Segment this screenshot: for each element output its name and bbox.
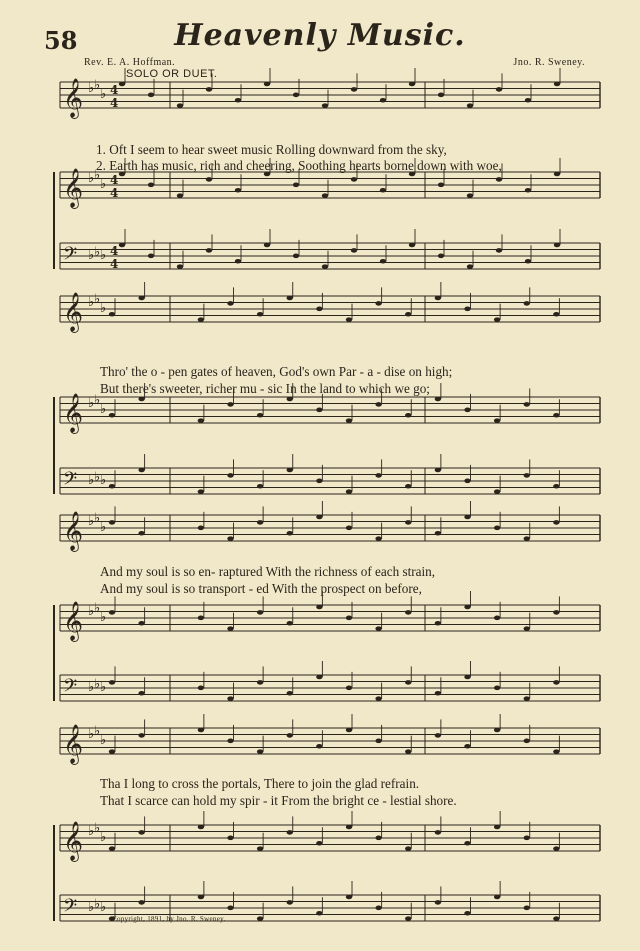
note-head: [524, 473, 530, 478]
flat-icon: ♭: [94, 724, 101, 739]
note-head: [257, 846, 263, 851]
note-head: [109, 520, 115, 525]
note-head: [464, 307, 470, 312]
note-head: [138, 733, 144, 738]
note-head: [464, 744, 470, 749]
note-head: [109, 846, 115, 851]
note-head: [435, 468, 441, 473]
note-head: [316, 841, 322, 846]
note-head: [346, 825, 352, 830]
note-head: [409, 243, 415, 248]
flat-icon: ♭: [88, 824, 95, 839]
flat-icon: ♭: [88, 171, 95, 186]
note-head: [464, 479, 470, 484]
note-head: [287, 531, 293, 536]
note-head: [467, 264, 473, 269]
note-head: [198, 616, 204, 621]
note-head: [435, 296, 441, 301]
note-head: [467, 193, 473, 198]
note-head: [435, 830, 441, 835]
treble-clef-icon: 𝄞: [63, 601, 84, 641]
note-head: [138, 900, 144, 905]
note-head: [177, 264, 183, 269]
note-head: [525, 259, 531, 264]
note-head: [494, 616, 500, 621]
note-head: [405, 312, 411, 317]
note-head: [494, 317, 500, 322]
note-head: [198, 895, 204, 900]
note-head: [438, 254, 444, 259]
flat-icon: ♭: [94, 897, 101, 912]
note-head: [553, 610, 559, 615]
note-head: [346, 616, 352, 621]
note-head: [227, 836, 233, 841]
note-head: [138, 296, 144, 301]
copyright-notice: Copyright, 1891, by Jno. R. Sweney.: [112, 915, 226, 923]
note-head: [524, 906, 530, 911]
note-head: [148, 93, 154, 98]
note-head: [525, 188, 531, 193]
note-head: [257, 680, 263, 685]
note-head: [148, 254, 154, 259]
note-head: [138, 691, 144, 696]
note-head: [494, 895, 500, 900]
note-head: [553, 916, 559, 921]
note-head: [375, 906, 381, 911]
time-signature-top: 4: [110, 83, 119, 97]
note-head: [375, 626, 381, 631]
flat-icon: ♭: [88, 900, 95, 915]
lyric-line: 1. Oft I seem to hear sweet music Rolling downward from the sky,: [96, 142, 447, 157]
note-head: [316, 605, 322, 610]
note-head: [293, 254, 299, 259]
note-head: [405, 749, 411, 754]
note-head: [109, 610, 115, 615]
note-head: [198, 526, 204, 531]
note-head: [257, 484, 263, 489]
note-head: [316, 307, 322, 312]
flat-icon: ♭: [100, 473, 107, 488]
flat-icon: ♭: [94, 677, 101, 692]
note-head: [206, 87, 212, 92]
note-head: [346, 728, 352, 733]
flat-icon: ♭: [94, 470, 101, 485]
note-head: [257, 312, 263, 317]
note-head: [227, 739, 233, 744]
note-head: [287, 691, 293, 696]
note-head: [496, 248, 502, 253]
note-head: [554, 82, 560, 87]
note-head: [198, 489, 204, 494]
flat-icon: ♭: [100, 733, 107, 748]
note-head: [322, 193, 328, 198]
flat-icon: ♭: [94, 511, 101, 526]
note-head: [264, 82, 270, 87]
note-head: [257, 413, 263, 418]
note-head: [198, 825, 204, 830]
note-head: [525, 98, 531, 103]
note-head: [198, 418, 204, 423]
note-head: [346, 526, 352, 531]
note-head: [553, 520, 559, 525]
flat-icon: ♭: [100, 87, 107, 102]
note-head: [494, 728, 500, 733]
note-head: [435, 621, 441, 626]
time-signature-bottom: 4: [110, 96, 119, 110]
note-head: [206, 177, 212, 182]
note-head: [496, 87, 502, 92]
note-head: [351, 248, 357, 253]
note-head: [322, 103, 328, 108]
note-head: [435, 397, 441, 402]
note-head: [435, 691, 441, 696]
note-head: [227, 402, 233, 407]
note-head: [524, 739, 530, 744]
note-head: [138, 468, 144, 473]
note-head: [198, 728, 204, 733]
lyric-line: And my soul is so transport - ed With the prospect on before,: [100, 581, 422, 596]
note-head: [494, 825, 500, 830]
hymn-title: Heavenly Music.: [174, 18, 466, 53]
note-head: [235, 259, 241, 264]
note-head: [494, 526, 500, 531]
note-head: [109, 749, 115, 754]
note-head: [524, 696, 530, 701]
note-head: [287, 397, 293, 402]
treble-clef-icon: 𝄞: [63, 511, 84, 551]
note-head: [257, 749, 263, 754]
note-head: [524, 536, 530, 541]
note-head: [227, 906, 233, 911]
note-head: [264, 243, 270, 248]
note-head: [346, 895, 352, 900]
note-head: [257, 610, 263, 615]
lyric-line: But there's sweeter, richer mu - sic In the land to which we go;: [100, 381, 430, 396]
note-head: [494, 418, 500, 423]
flat-icon: ♭: [100, 900, 107, 915]
note-head: [257, 916, 263, 921]
treble-clef-icon: 𝄞: [63, 821, 84, 861]
treble-clef-icon: 𝄞: [63, 724, 84, 764]
treble-clef-icon: 𝄞: [63, 168, 84, 208]
note-head: [198, 686, 204, 691]
note-head: [494, 686, 500, 691]
treble-clef-icon: 𝄞: [63, 292, 84, 332]
note-head: [405, 680, 411, 685]
note-head: [206, 248, 212, 253]
flat-icon: ♭: [100, 520, 107, 535]
time-signature-bottom: 4: [110, 257, 119, 271]
note-head: [109, 680, 115, 685]
flat-icon: ♭: [88, 81, 95, 96]
lyric-line: And my soul is so en- raptured With the richness of each strain,: [100, 564, 436, 579]
note-head: [405, 846, 411, 851]
note-head: [198, 317, 204, 322]
note-head: [553, 312, 559, 317]
note-head: [119, 243, 125, 248]
note-head: [554, 243, 560, 248]
note-head: [553, 846, 559, 851]
note-head: [524, 626, 530, 631]
note-head: [553, 413, 559, 418]
flat-icon: ♭: [88, 396, 95, 411]
note-head: [464, 911, 470, 916]
note-head: [287, 830, 293, 835]
bass-clef-icon: 𝄢: [63, 676, 78, 701]
note-head: [524, 402, 530, 407]
flat-icon: ♭: [88, 727, 95, 742]
note-head: [316, 408, 322, 413]
note-head: [235, 98, 241, 103]
note-head: [380, 259, 386, 264]
note-head: [293, 93, 299, 98]
note-head: [287, 296, 293, 301]
note-head: [375, 836, 381, 841]
note-head: [380, 188, 386, 193]
flat-icon: ♭: [100, 248, 107, 263]
note-head: [109, 312, 115, 317]
note-head: [287, 900, 293, 905]
flat-icon: ♭: [94, 821, 101, 836]
note-head: [553, 680, 559, 685]
note-head: [553, 484, 559, 489]
note-head: [375, 473, 381, 478]
note-head: [435, 900, 441, 905]
lyric-line: That I scarce can hold my spir - it From the bright ce - lestial shore.: [100, 793, 457, 808]
page-number: 58: [44, 26, 78, 55]
note-head: [235, 188, 241, 193]
note-head: [405, 916, 411, 921]
flat-icon: ♭: [100, 301, 107, 316]
flat-icon: ♭: [88, 473, 95, 488]
time-signature-top: 4: [110, 244, 119, 258]
note-head: [375, 696, 381, 701]
flat-icon: ♭: [94, 601, 101, 616]
treble-clef-icon: 𝄞: [63, 78, 84, 118]
note-head: [138, 397, 144, 402]
note-head: [375, 301, 381, 306]
flat-icon: ♭: [100, 830, 107, 845]
note-head: [464, 408, 470, 413]
flat-icon: ♭: [100, 680, 107, 695]
treble-clef-icon: 𝄞: [63, 393, 84, 433]
note-head: [316, 675, 322, 680]
lyric-line: 2. Earth has music, rich and cheering, Soothing hearts borne down with woe,: [96, 158, 502, 173]
note-head: [316, 911, 322, 916]
note-head: [375, 536, 381, 541]
note-head: [405, 610, 411, 615]
note-head: [375, 402, 381, 407]
time-signature-top: 4: [110, 173, 119, 187]
flat-icon: ♭: [88, 680, 95, 695]
note-head: [227, 473, 233, 478]
flat-icon: ♭: [88, 604, 95, 619]
note-head: [380, 98, 386, 103]
note-head: [405, 520, 411, 525]
note-head: [177, 193, 183, 198]
note-head: [138, 830, 144, 835]
lyricist-credit: Rev. E. A. Hoffman.: [84, 57, 176, 68]
note-head: [316, 479, 322, 484]
note-head: [524, 836, 530, 841]
time-signature-bottom: 4: [110, 186, 119, 200]
note-head: [351, 87, 357, 92]
flat-icon: ♭: [94, 245, 101, 260]
note-head: [316, 744, 322, 749]
lyric-line: Tha I long to cross the portals, There to join the glad refrain.: [100, 776, 420, 791]
note-head: [287, 733, 293, 738]
note-head: [138, 621, 144, 626]
composer-credit: Jno. R. Sweney.: [513, 57, 585, 68]
note-head: [435, 733, 441, 738]
note-head: [177, 103, 183, 108]
note-head: [409, 82, 415, 87]
note-head: [346, 317, 352, 322]
flat-icon: ♭: [100, 610, 107, 625]
flat-icon: ♭: [88, 514, 95, 529]
note-head: [494, 489, 500, 494]
note-head: [405, 413, 411, 418]
flat-icon: ♭: [88, 295, 95, 310]
note-head: [496, 177, 502, 182]
note-head: [524, 301, 530, 306]
note-head: [464, 675, 470, 680]
flat-icon: ♭: [94, 168, 101, 183]
note-head: [148, 183, 154, 188]
note-head: [287, 468, 293, 473]
note-head: [375, 739, 381, 744]
note-head: [467, 103, 473, 108]
bass-clef-icon: 𝄢: [63, 244, 78, 269]
lyric-line: Thro' the o - pen gates of heaven, God's own Par - a - dise on high;: [100, 364, 453, 379]
note-head: [316, 515, 322, 520]
note-head: [109, 413, 115, 418]
note-head: [351, 177, 357, 182]
note-head: [227, 301, 233, 306]
note-head: [438, 183, 444, 188]
flat-icon: ♭: [94, 393, 101, 408]
note-head: [464, 515, 470, 520]
note-head: [405, 484, 411, 489]
note-head: [322, 264, 328, 269]
note-head: [346, 489, 352, 494]
performance-note: SOLO OR DUET.: [126, 68, 218, 80]
flat-icon: ♭: [100, 402, 107, 417]
note-head: [138, 531, 144, 536]
bass-clef-icon: 𝄢: [63, 896, 78, 921]
note-head: [227, 696, 233, 701]
note-head: [109, 484, 115, 489]
note-head: [346, 418, 352, 423]
note-head: [464, 605, 470, 610]
note-head: [435, 531, 441, 536]
flat-icon: ♭: [94, 292, 101, 307]
note-head: [119, 82, 125, 87]
note-head: [553, 749, 559, 754]
note-head: [346, 686, 352, 691]
flat-icon: ♭: [94, 78, 101, 93]
note-head: [227, 626, 233, 631]
note-head: [257, 520, 263, 525]
bass-clef-icon: 𝄢: [63, 469, 78, 494]
note-head: [287, 621, 293, 626]
note-head: [227, 536, 233, 541]
flat-icon: ♭: [100, 177, 107, 192]
flat-icon: ♭: [88, 248, 95, 263]
note-head: [293, 183, 299, 188]
note-head: [438, 93, 444, 98]
note-head: [464, 841, 470, 846]
